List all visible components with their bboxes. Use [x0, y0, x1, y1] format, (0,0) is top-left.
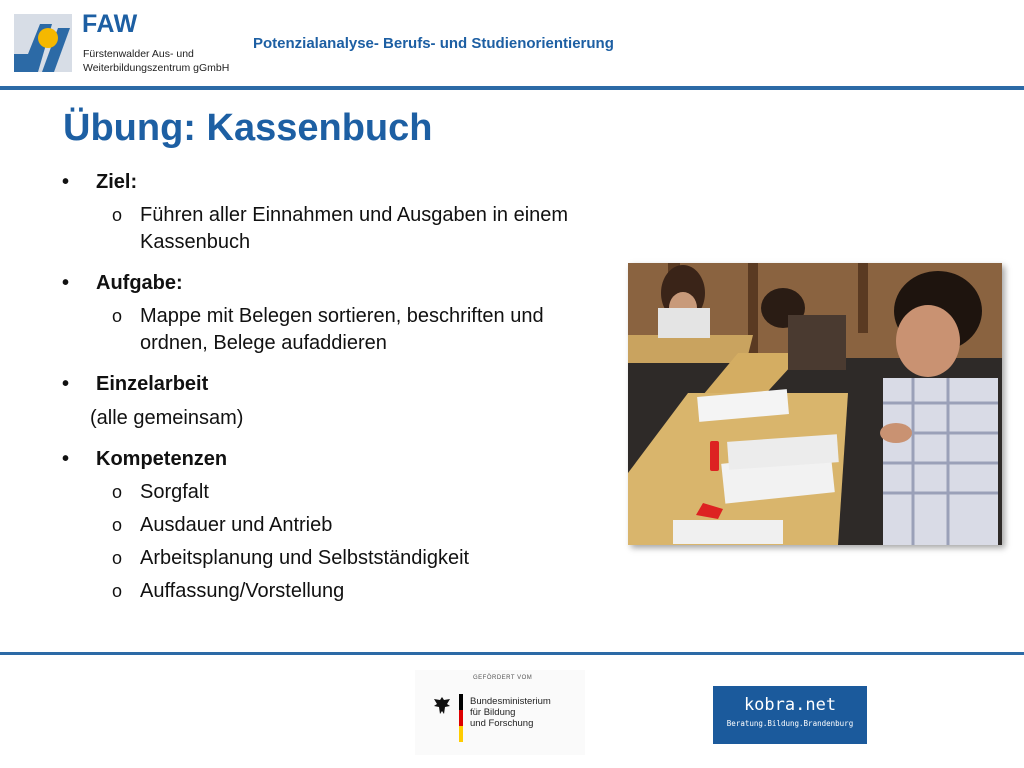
- faw-logo-icon: [14, 14, 72, 72]
- funder-line3: und Forschung: [470, 718, 534, 729]
- bullet-list: [60, 157, 580, 605]
- sub-bullet-text: Führen aller Einnahmen und Ausgaben in einem Kassenbuch: [140, 204, 569, 253]
- logo-subtitle-line1: Fürstenwalder Aus- und: [83, 48, 194, 60]
- kobra-subtitle: Beratung.Bildung.Brandenburg: [726, 719, 854, 728]
- funder-line2: für Bildung: [470, 707, 516, 718]
- header-title: Potenzialanalyse- Berufs- und Studienorientierung: [253, 35, 614, 52]
- eagle-icon: [430, 694, 454, 718]
- sub-bullet-text: Ausdauer und Antrieb: [140, 514, 333, 536]
- sub-bullet-marker: o: [112, 548, 123, 568]
- sub-bullet-text: Mappe mit Belegen sortieren, beschriften und ordnen, Belege aufaddieren: [140, 305, 544, 354]
- classroom-photo: [628, 263, 1002, 545]
- bullet-einzelarbeit: • Einzelarbeit: [60, 371, 580, 398]
- sub-bullet: [60, 512, 580, 539]
- logo-name: FAW: [82, 10, 138, 38]
- funder-line1: Bundesministerium: [470, 696, 551, 707]
- sub-bullet: [60, 479, 580, 506]
- bottom-divider: [0, 652, 1024, 655]
- bullet-kompetenzen: • Kompetenzen: [60, 446, 580, 473]
- slide-title: Übung: Kassenbuch: [63, 107, 433, 149]
- german-flag-icon: [459, 694, 463, 742]
- sub-bullet: [60, 202, 580, 256]
- sub-bullet-text: Auffassung/Vorstellung: [140, 580, 345, 602]
- sub-bullet: [60, 303, 580, 357]
- bullet-aufgabe: • Aufgabe:: [60, 270, 580, 297]
- sub-bullet-text: Arbeitsplanung und Selbstständigkeit: [140, 547, 470, 569]
- logo-subtitle-line2: Weiterbildungszentrum gGmbH: [83, 62, 230, 74]
- kobra-logo: [713, 686, 867, 744]
- bullet-note: (alle gemeinsam): [90, 407, 244, 429]
- sub-bullet-marker: o: [112, 482, 123, 502]
- sub-bullet-marker: o: [112, 205, 123, 225]
- sub-bullet-marker: o: [112, 306, 123, 326]
- logo-subtitle: [83, 47, 253, 75]
- funder-text: [470, 696, 580, 729]
- funder-logo: [415, 670, 585, 755]
- sub-bullet-marker: o: [112, 581, 123, 601]
- sub-bullet: [60, 578, 580, 605]
- bullet-ziel: • Ziel:: [60, 169, 580, 196]
- sub-bullet-marker: o: [112, 515, 123, 535]
- top-divider: [0, 86, 1024, 90]
- sub-bullet-text: Sorgfalt: [140, 481, 209, 503]
- sub-bullet: [60, 545, 580, 572]
- funder-caption: GEFÖRDERT VOM: [473, 675, 533, 681]
- kobra-name: kobra.net: [743, 695, 837, 715]
